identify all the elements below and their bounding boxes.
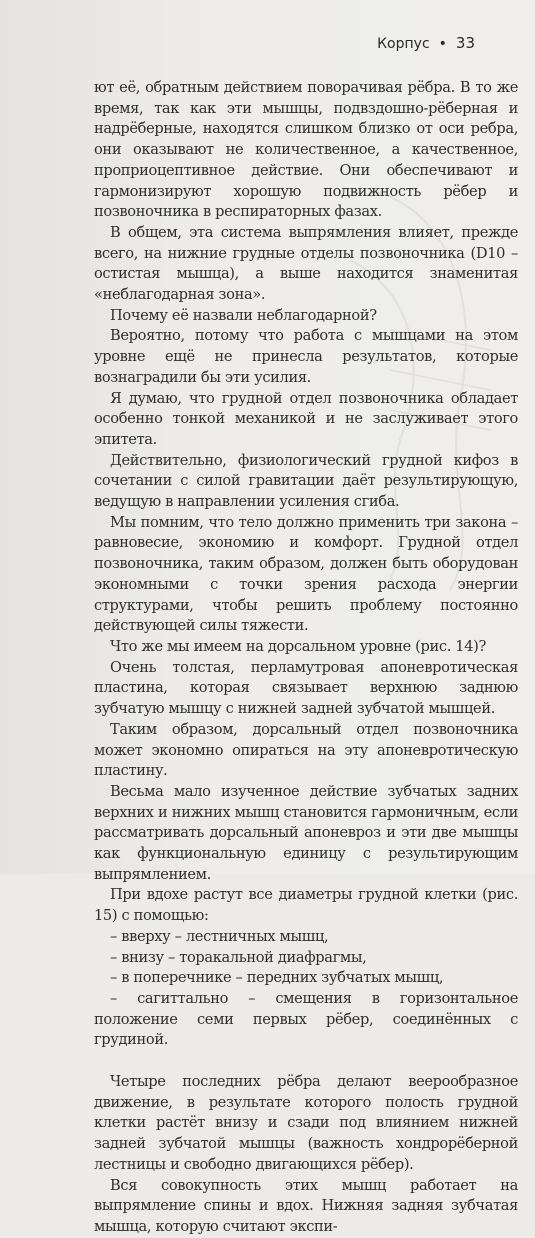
- paragraph: Весьма мало изученное действие зубчатых задних верхних и нижних мышц становится гармоничным, если рассматривать дорсальный апоневроз и эти две мышцы как функциональную единицу с результирующим выпрямлением.: [94, 782, 518, 883]
- paragraph: Что же мы имеем на дорсальном уровне (рис. 14)?: [110, 637, 486, 655]
- paragraph-spacer: [94, 1051, 518, 1072]
- paragraph: Я думаю, что грудной отдел позвоночника обладает особенно тонкой механикой и не заслуживает этого эпитета.: [94, 389, 518, 448]
- paragraph: Очень толстая, перламутровая апоневротическая пластина, которая связывает верхнюю заднюю зубчатую мышцу с нижней задней зубчатой мышцей.: [94, 658, 518, 718]
- paragraph: Вероятно, потому что работа с мышцами на этом уровне ещё не принесла результатов, которые вознаградили бы эти усилия.: [94, 327, 518, 386]
- paragraph: ют её, обратным действием поворачивая рёбра. В то же время, так как эти мышцы, подвздошно-рёберная и надрёберные, находятся слишком близко от оси ребра, они оказывают не количественное, а качественное, проприоцептивное действие. Они обеспечивают и гармонизируют хорошую подвижность рёбер и позвоночника в респираторных фазах.: [94, 79, 518, 221]
- paragraph: Вся совокупность этих мышц работает на выпрямление спины и вдох. Нижняя задняя зубчатая мышца, которую считают экспи-: [94, 1176, 518, 1235]
- list-item: – сагиттально – смещения в горизонтальное положение семи первых рёбер, соединённых с грудиной.: [94, 989, 518, 1049]
- list-item: – вверху – лестничных мышц,: [110, 927, 329, 945]
- section-title: Корпус: [377, 36, 430, 52]
- header-separator: •: [438, 36, 447, 52]
- paragraph: Мы помним, что тело должно применить три закона – равновесие, экономию и комфорт. Грудной отдел позвоночника, таким образом, должен быть оборудован экономными с точки зрения расхода энергии структурами, чтобы решить проблему постоянно действующей силы тяжести.: [94, 513, 518, 635]
- paragraph: Таким образом, дорсальный отдел позвоночника может экономно опираться на эту апоневротическую пластину.: [94, 720, 518, 780]
- list-item: – внизу – торакальной диафрагмы,: [110, 948, 367, 966]
- paragraph: В общем, эта система выпрямления влияет, прежде всего, на нижние грудные отделы позвоночника (D10 – остистая мышца), а выше находится знаменитая «неблагодарная зона».: [94, 223, 518, 304]
- list-item: – в поперечнике – передних зубчатых мышц,: [110, 969, 444, 987]
- paragraph: При вдохе растут все диаметры грудной клетки (рис. 15) с помощью:: [94, 886, 518, 925]
- paragraph: Четыре последних рёбра делают веерообразное движение, в результате которого полость грудной клетки растёт внизу и сзади под влиянием нижней задней зубчатой мышцы (важность хондрорёберной лестницы и свободно двигающихся рёбер).: [94, 1073, 518, 1173]
- paragraph: Действительно, физиологический грудной кифоз в сочетании с силой гравитации даёт результирующую, ведущую в направлении усиления сгиба.: [94, 451, 518, 511]
- running-header: [377, 34, 475, 52]
- muscle-list: [94, 927, 518, 1051]
- paragraph: Почему её назвали неблагодарной?: [110, 306, 377, 324]
- page-number: 33: [455, 34, 475, 52]
- main-text: [94, 78, 518, 1238]
